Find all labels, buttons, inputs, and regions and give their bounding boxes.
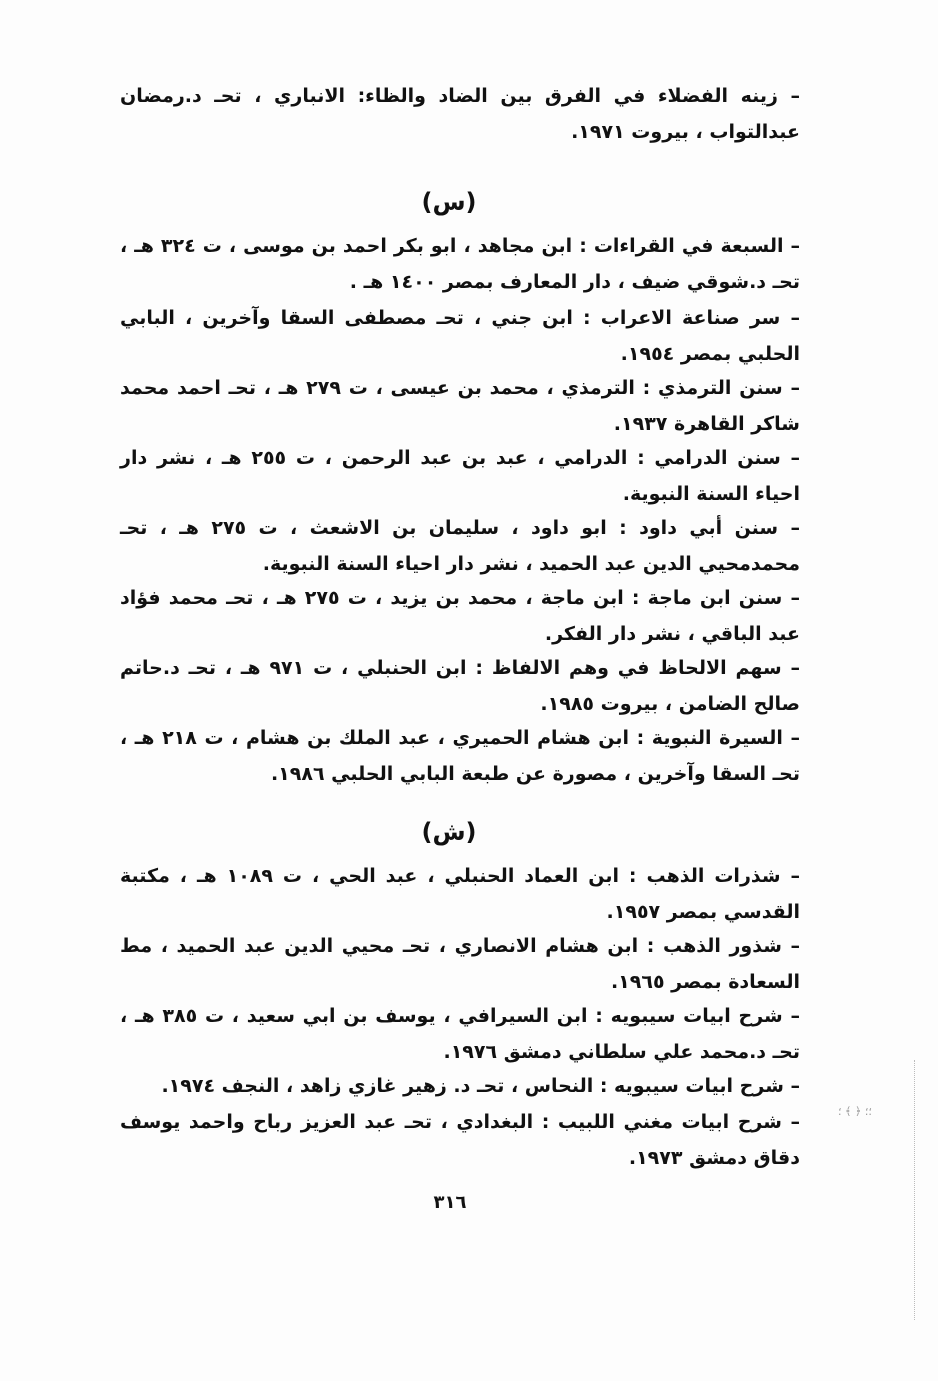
bibliography-entry: – السيرة النبوية : ابن هشام الحميري ، عبد الملك بن هشام ، ت ٢١٨ هـ ، تحـ السقا وآخرين ، مصورة عن طبعة البابي الحلبي ١٩٨٦.	[120, 727, 800, 785]
bibliography-entry: – زينه الفضلاء في الفرق بين الضاد والظاء: الانباري ، تحـ د.رمضان عبدالتواب ، بيروت ١٩٧١.	[120, 85, 800, 143]
bibliography-entry: – سهم الالحاظ في وهم الالفاظ : ابن الحنبلي ، ت ٩٧١ هـ ، تحـ د.حاتم صالح الضامن ، بيروت ١٩٨٥.	[120, 657, 800, 715]
bibliography-entry: – سر صناعة الاعراب : ابن جني ، تحـ مصطفى السقا وآخرين ، البابي الحلبي بمصر ١٩٥٤.	[120, 307, 800, 365]
bibliography-entry: – سنن الدرامي : الدرامي ، عبد بن عبد الرحمن ، ت ٢٥٥ هـ ، نشر دار احياء السنة النبوية.	[120, 447, 800, 505]
scan-edge-line	[914, 1060, 916, 1320]
section-heading-sin: (س)	[421, 188, 477, 216]
bibliography-entry: – السبعة في القراءات : ابن مجاهد ، ابو بكر احمد بن موسى ، ت ٣٢٤ هـ ، تحـ د.شوقي ضيف ، دار المعارف بمصر ١٤٠٠ هـ .	[120, 235, 800, 293]
bibliography-entry: – سنن ابن ماجة : ابن ماجة ، محمد بن يزيد ، ت ٢٧٥ هـ ، تحـ محمد فؤاد عبد الباقي ، نشر دار الفكر.	[120, 587, 800, 645]
bibliography-entry: – شرح ابيات سيبويه : النحاس ، تحـ د. زهير غازي زاهد ، النجف ١٩٧٤.	[161, 1075, 800, 1097]
bibliography-entry: – شذرات الذهب : ابن العماد الحنبلي ، عبد الحي ، ت ١٠٨٩ هـ ، مكتبة القدسي بمصر ١٩٥٧.	[120, 865, 800, 923]
bibliography-entry: – شذور الذهب : ابن هشام الانصاري ، تحـ محيي الدين عبد الحميد ، مط السعادة بمصر ١٩٦٥.	[120, 935, 800, 993]
bibliography-entry: – شرح ابيات سيبويه : ابن السيرافي ، يوسف بن ابي سعيد ، ت ٣٨٥ هـ ، تحـ د.محمد علي سلطاني دمشق ١٩٧٦.	[120, 1005, 800, 1063]
bibliography-entry: – شرح ابيات مغني اللبيب : البغدادي ، تحـ عبد العزيز رباح واحمد يوسف دقاق دمشق ١٩٧٣.	[120, 1111, 800, 1169]
scan-smudge: ؛؛ ﴿ ﴾ ؛	[838, 1105, 872, 1118]
bibliography-entry: – سنن أبي داود : ابو داود ، سليمان بن الاشعث ، ت ٢٧٥ هـ ، تحـ محمدمحيي الدين عبد الحميد ، نشر دار احياء السنة النبوية.	[120, 517, 800, 575]
section-heading-shin: (ش)	[421, 818, 477, 846]
bibliography-entry: – سنن الترمذي : الترمذي ، محمد بن عيسى ، ت ٢٧٩ هـ ، تحـ احمد محمد شاكر القاهرة ١٩٣٧.	[120, 377, 800, 435]
page-number: ٣١٦	[433, 1192, 467, 1213]
